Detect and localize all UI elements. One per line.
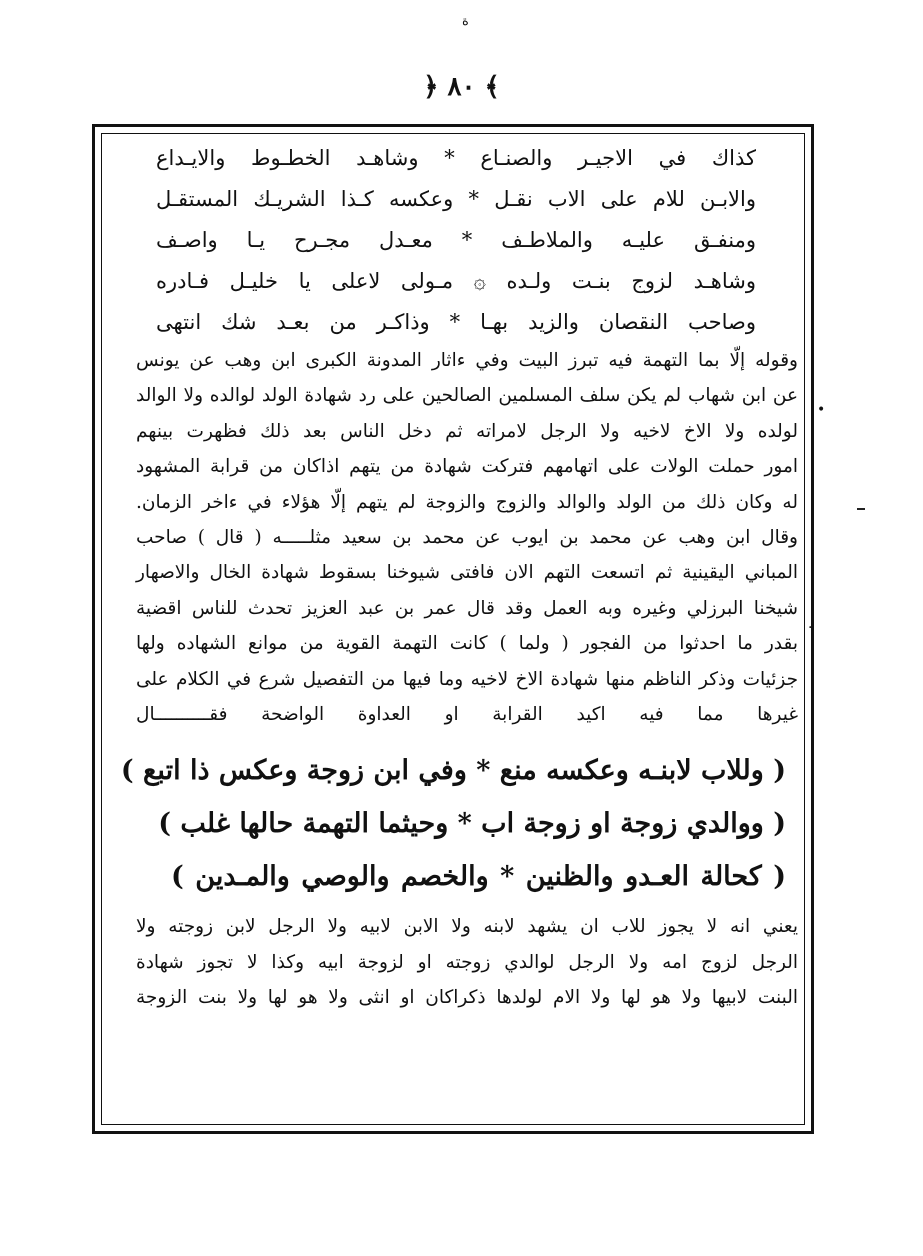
top-mark: ة <box>462 14 469 29</box>
prose-line: البنت لابيها ولا هو لها ولا الام لولدها ذكراكان او انثى ولا هو لها ولا بنت الزوجة <box>136 987 798 1009</box>
commentary-block <box>106 343 816 732</box>
bold-verse-line: ( وللاب لابنـه وعكسه منع * وفي ابن زوجة وعكس ذا اتبع ) <box>120 755 786 787</box>
verse-block <box>106 138 816 343</box>
prose-line: وقوله إلّا بما التهمة فيه تبرز البيت وفي ءاثار المدونة الكبرى ابن وهب عن يونس <box>136 350 798 371</box>
prose-line: بقدر ما احدثوا من الفجور ( ولما ) كانت التهمة القوية من موانع الشهاده ولها <box>136 633 798 655</box>
verse-line: ومنفـق عليـه والملاطـف * معـدل مجـرح يـا واصـف <box>156 228 756 252</box>
prose-line: الرجل لزوج امه ولا الرجل لوالدي زوجته او لزوجة ابيه وكذا لا تجوز شهادة <box>136 951 798 973</box>
prose-line: جزئيات وذكر الناظم منها شهادة الاخ لاخيه وما فيها من التفصيل شرع في الكلام على <box>136 668 798 690</box>
commentary-block-2 <box>106 909 816 1015</box>
bold-verse-block <box>106 744 816 903</box>
prose-line: غيرها مما فيه اكيد القرابة او العداوة الواضحة فقــــــــــال <box>136 703 798 725</box>
verse-line: وشاهـد لزوج بنـت ولـده ۞ مـولى لاعلى يا خليـل فـادره <box>156 269 756 293</box>
margin-dot: • <box>817 402 826 418</box>
bold-verse-line: ( كحالة العـدو والظنين * والخصم والوصي والمـدين ) <box>171 861 786 893</box>
prose-line: لولده ولا الاخ لاخيه ولا الرجل لامراته ثم دخل الناس بعد ذلك فظهرت بينهم <box>136 420 798 442</box>
margin-dash <box>857 508 865 510</box>
verse-line: وصاحب النقصان والزيد بهـا * وذاكـر من بعـد شك انتهى <box>156 310 756 334</box>
page-number: ﴿ ٨٠ ﴾ <box>423 72 500 102</box>
prose-line: له وكان ذلك من الولد والوالد والزوج والزوجة لم يتهم إلّا هؤلاء في ءاخر الزمان. <box>136 491 798 513</box>
verse-line: كذاك في الاجيـر والصنـاع * وشاهـد الخطـوط والايـداع <box>156 146 756 170</box>
prose-line: المباني اليقينية ثم اتسعت التهم الان فافتى شيوخنا بسقوط شهادة الخال والاصهار <box>136 562 798 584</box>
spacer <box>106 732 816 744</box>
prose-line: وقال ابن وهب عن محمد بن ايوب عن محمد بن سعيد مثلـــــه ( قال ) صاحب <box>136 526 798 548</box>
prose-line: شيخنا البرزلي وغيره وبه العمل وقد قال عمر بن عبد العزيز تحدث للناس اقضية <box>136 597 798 619</box>
margin-dot: . <box>808 616 813 632</box>
prose-line: امور حملت الولات على اتهامهم فتركت شهادة من يتهم اذاكان من قرابة المشهود <box>136 456 798 478</box>
page-content <box>106 138 816 1124</box>
bold-verse-line: ( ووالدي زوجة او زوجة اب * وحيثما التهمة حالها غلب ) <box>158 808 786 840</box>
verse-line: والابـن للام على الاب نقـل * وعكسه كـذا الشريـك المستقـل <box>156 187 756 211</box>
prose-line: يعني انه لا يجوز للاب ان يشهد لابنه ولا الابن لابيه ولا الرجل لابن زوجته ولا <box>136 916 798 938</box>
prose-line: عن ابن شهاب لم يكن سلف المسلمين الصالحين على رد شهادة الولد لوالده ولا الوالد <box>136 385 798 407</box>
